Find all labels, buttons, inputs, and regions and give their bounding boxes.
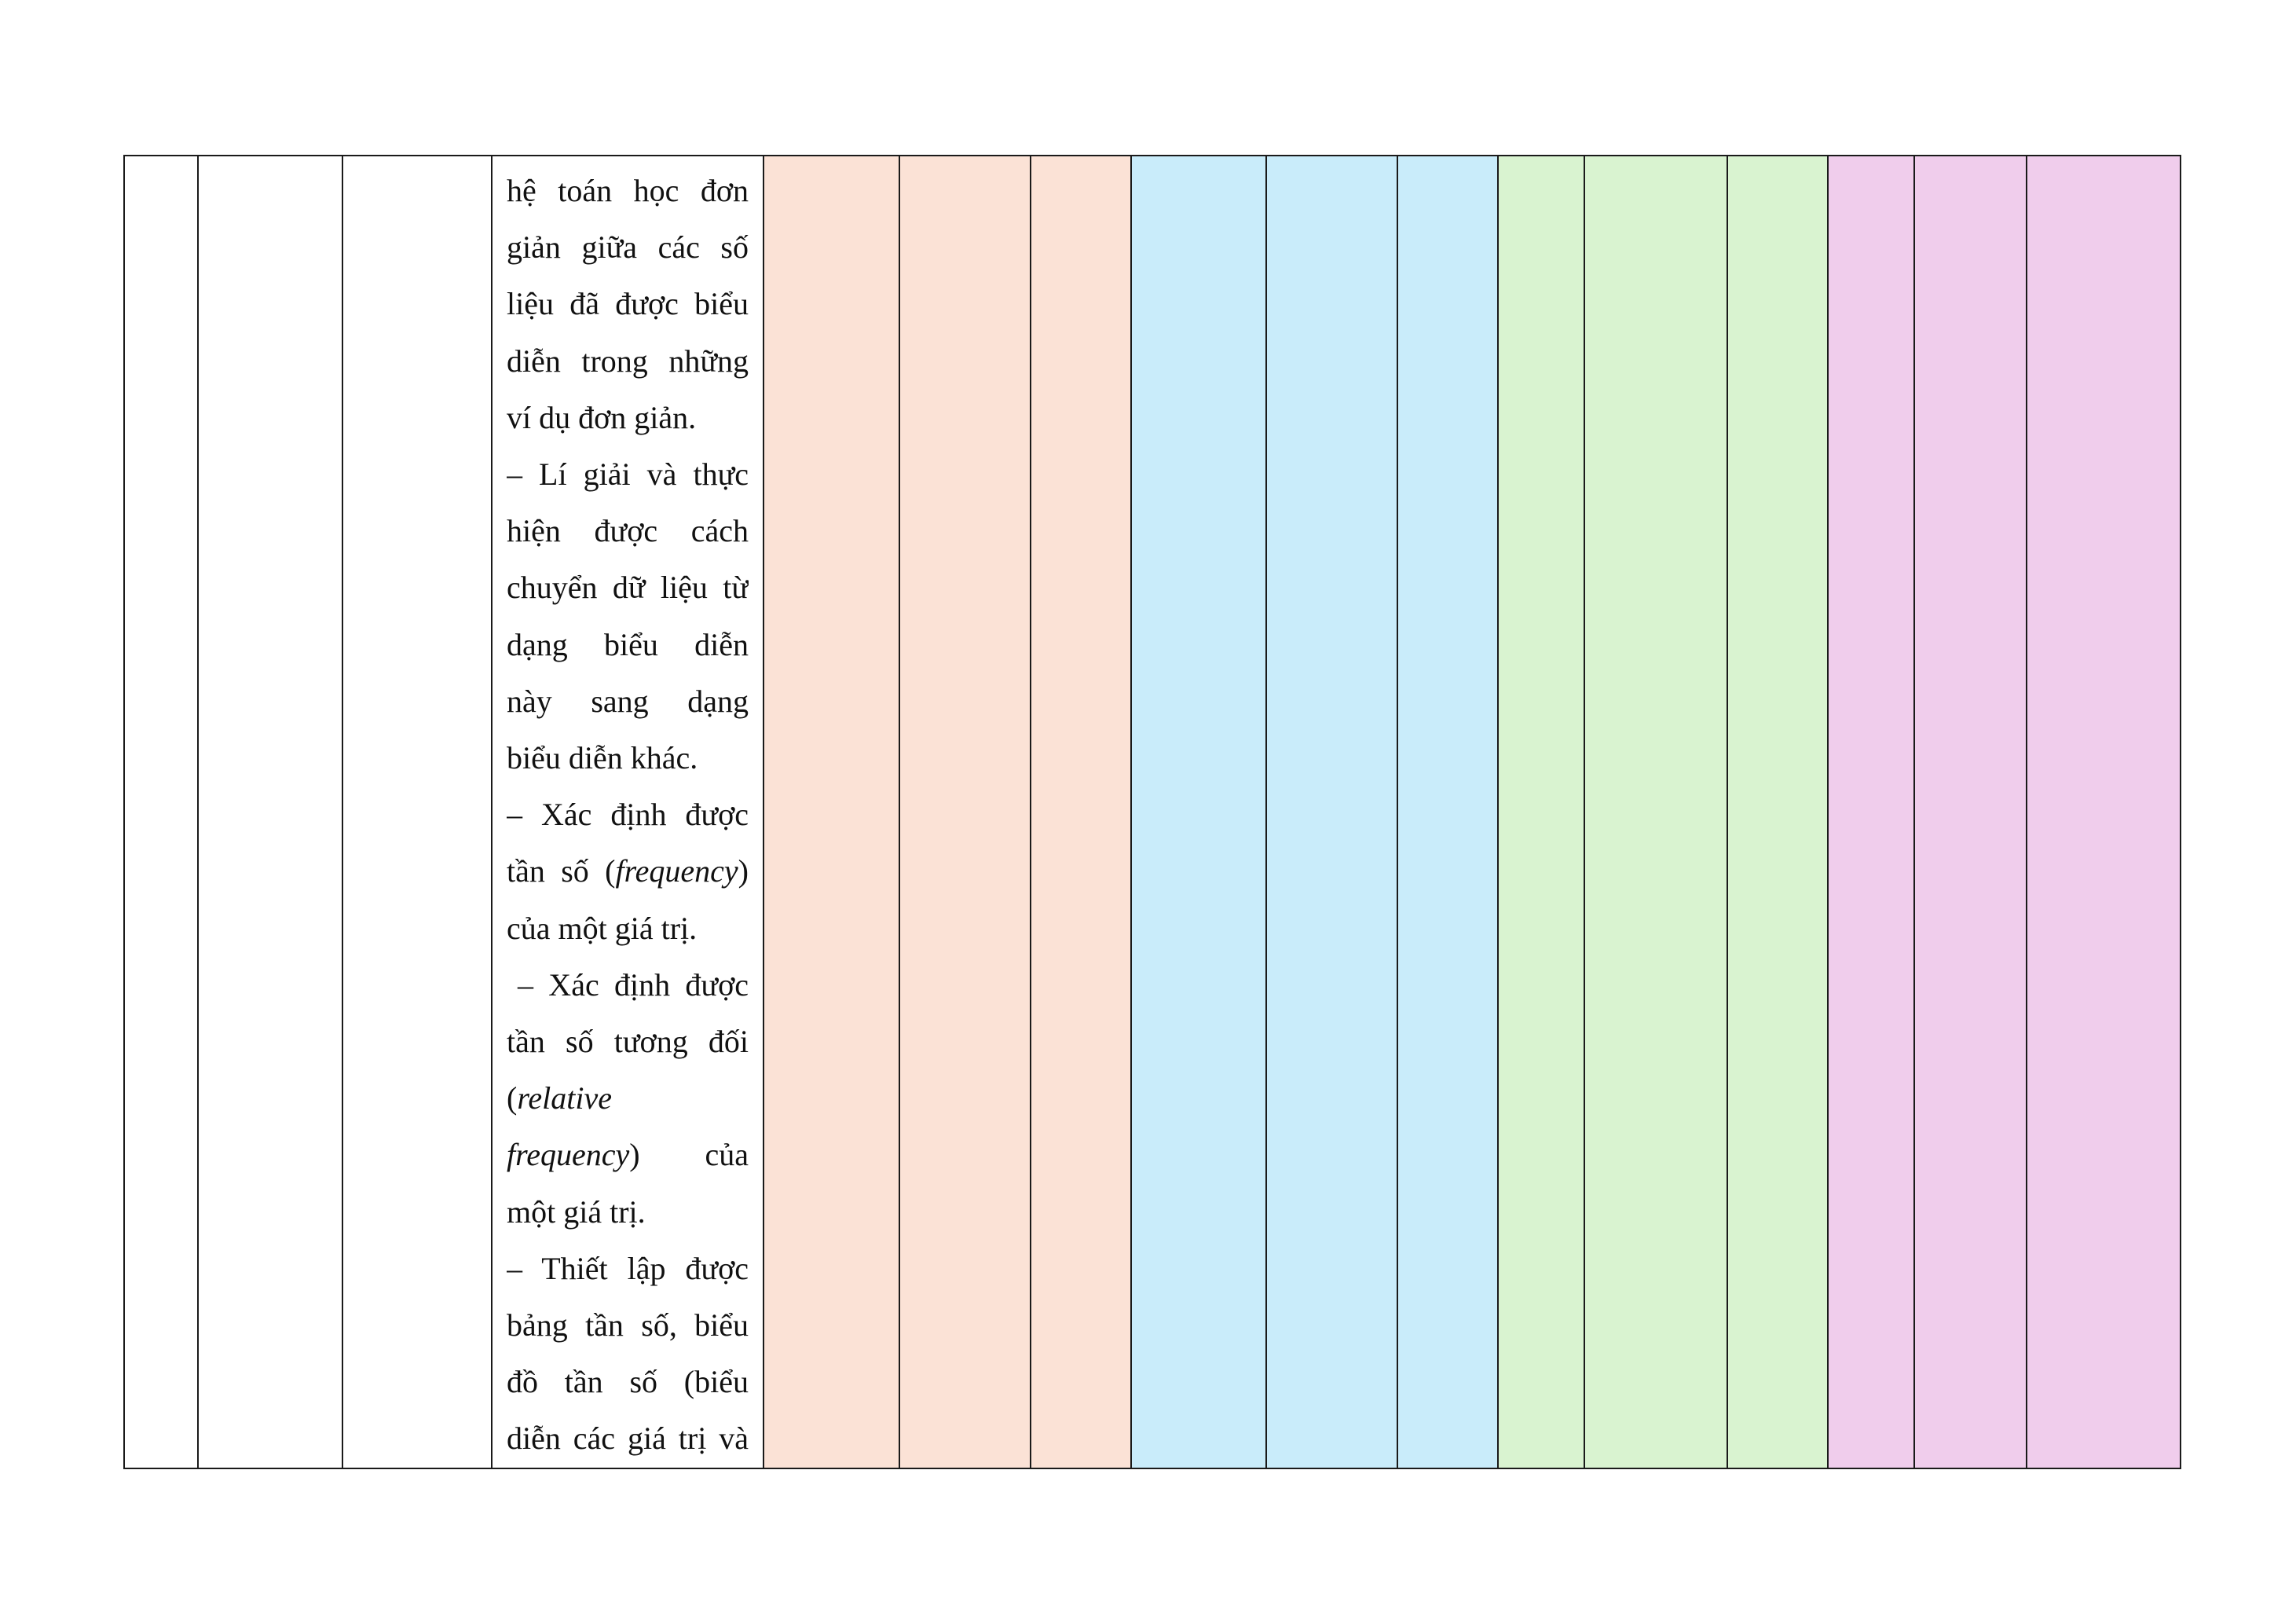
cell-blue-3 (1397, 156, 1498, 1468)
text-line (507, 957, 749, 1014)
requirements-text-block (507, 163, 749, 1468)
text-segment: giản giữa các số (507, 229, 749, 266)
cell-col-2 (198, 156, 342, 1468)
cell-peach-3 (1031, 156, 1131, 1468)
text-segment: – Thiết lập được (507, 1250, 749, 1286)
text-line (507, 1410, 749, 1467)
text-segment: chuyển dữ liệu từ (507, 570, 749, 606)
cell-peach-1 (764, 156, 899, 1468)
text-line (507, 786, 749, 843)
text-line (507, 617, 749, 673)
table-row (124, 156, 2181, 1468)
text-line (507, 1354, 749, 1410)
text-segment: diễn trong những (507, 343, 749, 379)
text-line (507, 1070, 749, 1127)
text-segment: một giá trị. (507, 1193, 646, 1230)
text-line (507, 503, 749, 559)
text-line (507, 446, 749, 503)
text-line (507, 730, 749, 786)
text-segment: ) của (629, 1137, 749, 1173)
text-segment: liệu đã được biểu (507, 286, 749, 322)
text-line (507, 276, 749, 332)
text-line (507, 1014, 749, 1070)
text-segment: bảng tần số, biểu (507, 1307, 749, 1344)
italic-term: frequency (507, 1137, 630, 1173)
text-segment: ) (738, 853, 749, 889)
text-segment: – Lí giải và thực (507, 456, 749, 493)
text-segment: ví dụ đơn giản. (507, 399, 697, 435)
cell-peach-2 (899, 156, 1031, 1468)
cell-blue-2 (1266, 156, 1397, 1468)
text-line (507, 673, 749, 730)
assessment-matrix-table (123, 155, 2181, 1469)
cell-green-2 (1584, 156, 1727, 1468)
text-line (507, 333, 749, 390)
cell-green-1 (1498, 156, 1584, 1468)
text-segment: diễn các giá trị và (507, 1421, 749, 1457)
italic-term: relative (517, 1080, 613, 1116)
text-segment: hệ toán học đơn (507, 173, 749, 208)
text-segment: đồ tần số (biểu (507, 1364, 749, 1400)
text-segment: ( (507, 1080, 518, 1116)
text-line (507, 163, 749, 219)
text-line (507, 900, 749, 957)
text-segment: của một giá trị. (507, 910, 698, 946)
cell-col-1 (124, 156, 198, 1468)
cell-pink-3 (2027, 156, 2181, 1468)
text-segment: – Xác định được (507, 797, 749, 833)
cell-green-3 (1727, 156, 1828, 1468)
text-segment: dạng biểu diễn (507, 626, 749, 662)
text-line (507, 843, 749, 900)
text-segment: tần số ( (507, 853, 616, 889)
text-line (507, 390, 749, 446)
cell-pink-1 (1828, 156, 1914, 1468)
text-line (507, 1241, 749, 1297)
cell-requirements-text (492, 156, 764, 1468)
text-line (507, 219, 749, 276)
text-line (507, 1127, 749, 1183)
cell-col-3 (342, 156, 492, 1468)
text-segment: – Xác định được (518, 966, 749, 1003)
text-line (507, 559, 749, 616)
text-segment: tần số tương đối (507, 1024, 749, 1060)
cell-blue-1 (1131, 156, 1266, 1468)
text-segment: này sang dạng (507, 683, 749, 719)
text-segment: biểu diễn khác. (507, 740, 698, 776)
text-segment: hiện được cách (507, 513, 749, 549)
text-line (507, 1297, 749, 1354)
italic-term: frequency (615, 853, 738, 889)
text-line (507, 1184, 749, 1241)
cell-pink-2 (1914, 156, 2027, 1468)
